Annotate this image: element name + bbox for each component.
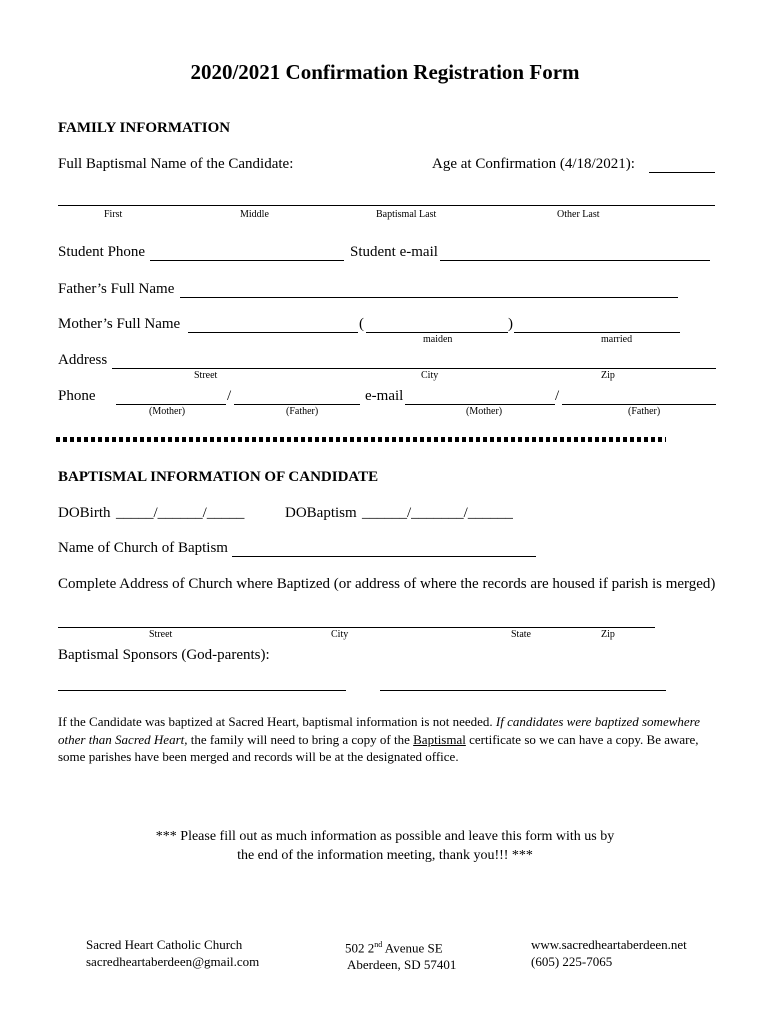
email-mother-caption: (Mother) [466,406,503,417]
baptism-heading: BAPTISMAL INFORMATION OF CANDIDATE [58,469,379,485]
mother-phone-field[interactable] [116,404,226,405]
church-state-caption: State [511,629,531,640]
note-underline: Baptismal [413,731,466,747]
church-zip-caption: Zip [601,629,615,640]
phone-father-caption: (Father) [286,406,319,417]
email-slash: / [555,388,560,404]
address-street-caption: Street [194,370,218,381]
student-phone-label: Student Phone [58,244,146,260]
mother-name-label: Mother’s Full Name [58,316,181,332]
married-caption: married [601,334,633,345]
mother-open-paren: ( [359,316,364,332]
age-field[interactable] [649,172,715,173]
email-father-caption: (Father) [628,406,661,417]
mother-maiden-field[interactable] [366,332,508,333]
mother-name-field[interactable] [188,332,358,333]
dobaptism-label: DOBaptism [285,505,357,521]
father-name-label: Father’s Full Name [58,281,175,297]
father-phone-field[interactable] [234,404,360,405]
student-phone-field[interactable] [150,260,344,261]
mother-married-field[interactable] [514,332,680,333]
father-name-field[interactable] [180,297,678,298]
dobirth-field[interactable]: _____/______/_____ [116,505,245,521]
address-label: Address [58,352,108,368]
dobaptism-field[interactable]: ______/_______/______ [362,505,513,521]
address-zip-caption: Zip [601,370,615,381]
church-name-field[interactable] [232,556,536,557]
mother-email-field[interactable] [405,404,555,405]
baptismal-name-field[interactable] [58,205,715,206]
footer-church: Sacred Heart Catholic Church sacredheartaberdeen@gmail.com [86,937,260,969]
page-title: 2020/2021 Confirmation Registration Form [190,60,580,84]
dobirth-label: DOBirth [58,505,111,521]
father-email-field[interactable] [562,404,716,405]
church-street-caption: Street [149,629,173,640]
mother-close-paren: ) [508,316,513,332]
baptism-note: If the Candidate was baptized at Sacred Heart, baptismal information is not needed. If candidates were baptized somewhere other than Sacred Heart, the family will need to bring a copy of the Baptismal certificate so we can have a copy. Be aware, some parishes have been merged and records will be at the designated office. [58,714,700,764]
phone-label: Phone [58,388,96,404]
closing-message: *** Please fill out as much information as possible and leave this form with us by the end of the information meeting, thank you!!! *** [155,829,615,863]
parent-email-label: e-mail [365,388,404,404]
note-italic: If candidates were baptized somewhere other than Sacred Heart, [58,714,700,747]
student-email-label: Student e-mail [350,244,438,260]
church-address-field[interactable] [58,627,655,628]
sponsor-1-field[interactable] [58,690,346,691]
address-city-caption: City [421,370,439,381]
church-address-label: Complete Address of Church where Baptized (or address of where the records are housed if parish is merged) [58,576,716,592]
address-field[interactable] [112,368,716,369]
footer-contact: www.sacredheartaberdeen.net (605) 225-7065 [531,937,687,969]
name-other-last-caption: Other Last [557,209,600,220]
name-middle-caption: Middle [240,209,269,220]
footer-address: 502 2nd Avenue SE Aberdeen, SD 57401 [345,940,457,973]
church-name-label: Name of Church of Baptism [58,540,228,556]
family-heading: FAMILY INFORMATION [58,120,231,136]
sponsors-label: Baptismal Sponsors (God-parents): [58,647,270,663]
church-city-caption: City [331,629,349,640]
student-email-field[interactable] [440,260,710,261]
phone-mother-caption: (Mother) [149,406,186,417]
maiden-caption: maiden [423,334,453,345]
sponsor-2-field[interactable] [380,690,666,691]
name-first-caption: First [104,209,123,220]
dotted-separator [56,437,666,442]
phone-slash: / [227,388,232,404]
name-last-caption: Baptismal Last [376,209,437,220]
age-label: Age at Confirmation (4/18/2021): [432,156,635,172]
baptismal-name-label: Full Baptismal Name of the Candidate: [58,156,294,172]
